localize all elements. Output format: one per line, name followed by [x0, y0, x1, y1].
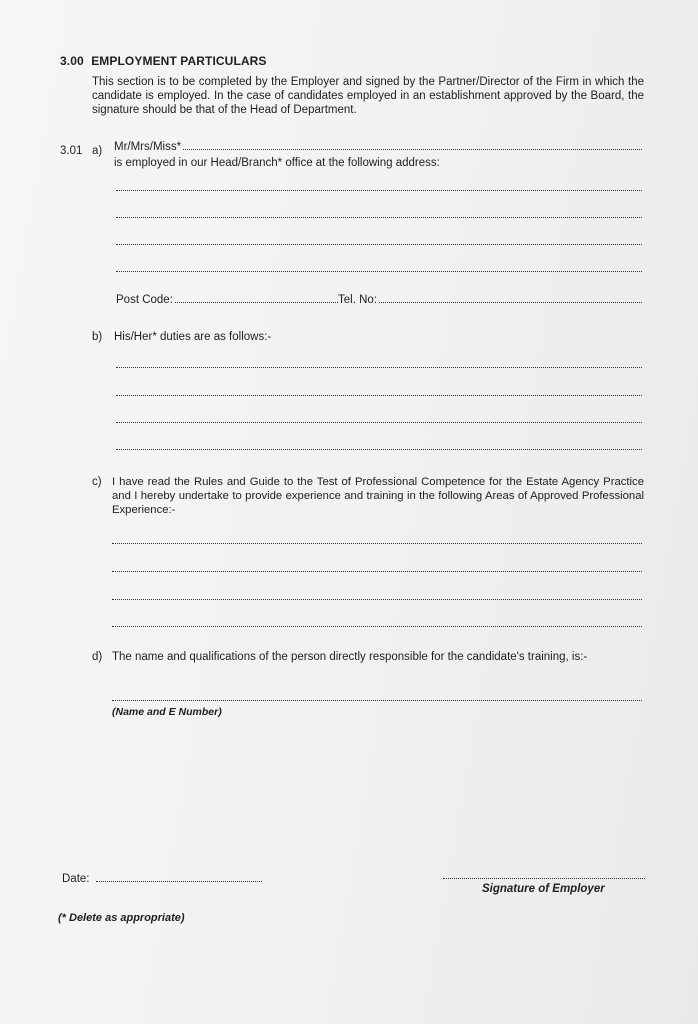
postcode-field[interactable]: [175, 302, 338, 303]
address-line-1[interactable]: [116, 190, 642, 191]
tel-label: Tel. No:: [338, 294, 377, 306]
section-number: 3.00: [60, 54, 84, 68]
duties-line-1[interactable]: [116, 367, 642, 368]
tel-row: [338, 294, 642, 306]
signature-label: Signature of Employer: [482, 883, 605, 895]
address-line-3[interactable]: [116, 244, 642, 245]
date-label: Date:: [62, 873, 90, 885]
section-title: EMPLOYMENT PARTICULARS: [91, 54, 267, 68]
duties-line-4[interactable]: [116, 449, 642, 450]
postcode-row: [116, 294, 338, 306]
item-c-letter: c): [92, 476, 102, 488]
trainer-text: The name and qualifications of the person directly responsible for the candidate's training, is:-: [112, 651, 588, 663]
duties-line-3[interactable]: [116, 422, 642, 423]
item-number: 3.01: [60, 145, 83, 157]
tel-field[interactable]: [379, 302, 642, 303]
item-b-letter: b): [92, 331, 103, 343]
experience-line-1[interactable]: [112, 543, 642, 544]
signature-field[interactable]: [443, 878, 645, 879]
name-label: Mr/Mrs/Miss*: [114, 141, 182, 153]
name-field[interactable]: [183, 149, 642, 150]
item-a-letter: a): [92, 145, 103, 157]
section-intro: This section is to be completed by the Employer and signed by the Partner/Director of the Firm in which the candidate is employed. In the case of candidates employed in an establishment approved by the Board, the signature should be that of the Head of Department.: [92, 76, 644, 116]
date-field[interactable]: [96, 881, 263, 882]
name-row: [114, 141, 642, 153]
office-text: is employed in our Head/Branch* office at the following address:: [114, 157, 440, 169]
section-header: [60, 54, 267, 68]
undertaking-text: I have read the Rules and Guide to the Test of Professional Competence for the Estate Agency Practice and I hereby undertake to provide experience and training in the following Areas of Approved Professional Experience:-: [112, 476, 644, 516]
delete-note: (* Delete as appropriate): [58, 912, 185, 924]
experience-line-3[interactable]: [112, 599, 642, 600]
postcode-label: Post Code:: [116, 294, 173, 306]
date-row: [62, 873, 262, 885]
duties-line-2[interactable]: [116, 395, 642, 396]
address-line-2[interactable]: [116, 217, 642, 218]
item-d-letter: d): [92, 651, 103, 663]
address-line-4[interactable]: [116, 271, 642, 272]
duties-text: His/Her* duties are as follows:-: [114, 331, 272, 343]
experience-line-4[interactable]: [112, 626, 642, 627]
trainer-caption: (Name and E Number): [112, 706, 222, 718]
experience-line-2[interactable]: [112, 571, 642, 572]
trainer-field[interactable]: [112, 700, 642, 701]
